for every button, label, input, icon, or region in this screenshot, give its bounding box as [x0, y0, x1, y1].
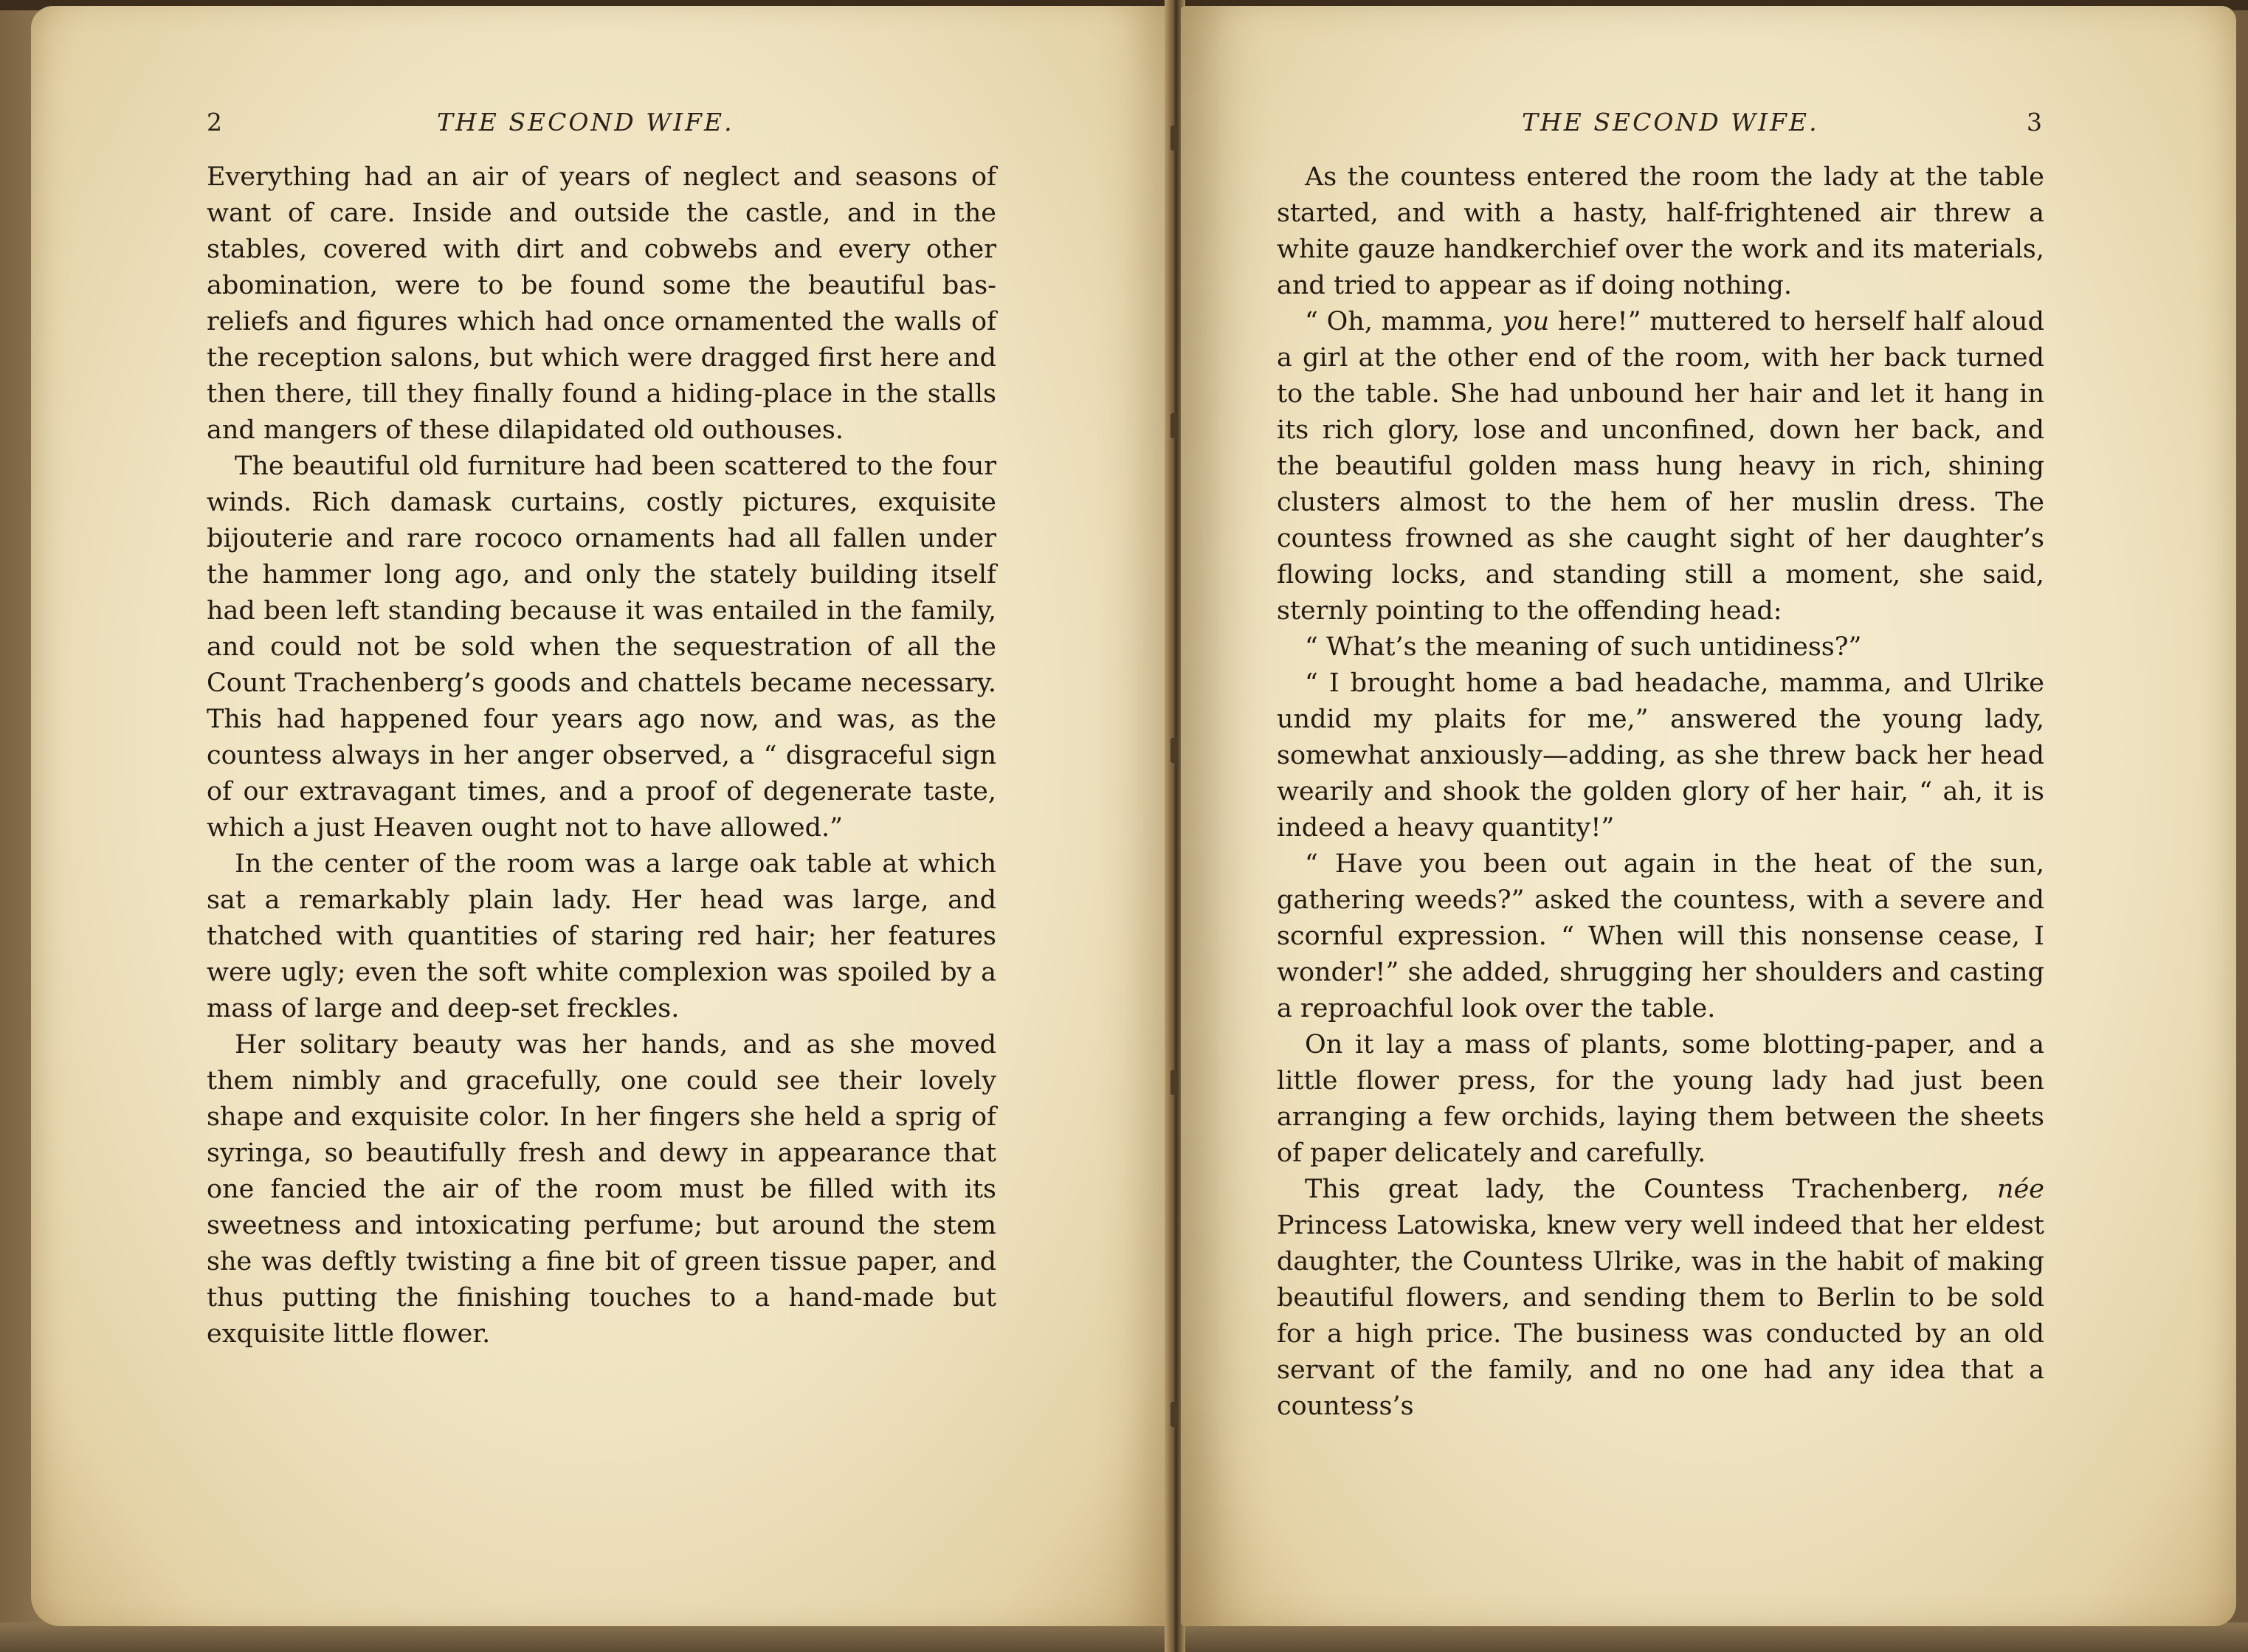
- left-page-text: [207, 159, 996, 1352]
- right-running-title: THE SECOND WIFE.: [1522, 108, 1819, 136]
- right-paragraph-7-rest: Princess Latowiska, knew very well indeed that her eldest daughter, the Countess Ulrike, was in the habit of making beautiful flowers, and sending them to Berlin to be sold for a high price. The business was conducted by an old servant of the family, and no one had any idea that a countess’s: [1277, 1211, 2044, 1421]
- right-paragraph-2-emphasis: you: [1502, 307, 1550, 336]
- left-paragraph-4: Her solitary beauty was her hands, and as she moved them nimbly and gracefully, one could see their lovely shape and exquisite color. In her fingers she held a sprig of syringa, so beautifully fresh and dewy in appearance that one fancied the air of the room must be filled with its sweetness and intoxicating perfume; but around the stem she was deftly twisting a fine bit of green tissue paper, and thus putting the finishing touches to a hand-made but exquisite little flower.: [207, 1030, 996, 1349]
- left-running-title: THE SECOND WIFE.: [437, 108, 734, 136]
- right-page-number: 3: [2027, 108, 2043, 136]
- left-page-number: 2: [207, 108, 223, 136]
- right-paragraph-7-start: This great lady, the Countess Trachenberg,: [1305, 1175, 1998, 1204]
- right-paragraph-7-emphasis: née: [1997, 1175, 2044, 1204]
- right-paragraph-6: On it lay a mass of plants, some blotting-paper, and a little flower press, for the young lady had just been arranging a few orchids, laying them between the sheets of paper delicately and carefully.: [1277, 1030, 2044, 1168]
- right-paragraph-7: [1277, 1172, 2044, 1425]
- left-paragraph-1: Everything had an air of years of neglect and seasons of want of care. Inside and outside the castle, and in the stables, covered with dirt and cobwebs and every other abomination, were to be found some the beautiful bas-reliefs and figures which had once ornamented the walls of the reception salons, but which were dragged first here and then there, till they finally found a hiding-place in the stalls and mangers of these dilapidated old outhouses.: [207, 162, 996, 445]
- right-paragraph-4: “ I brought home a bad headache, mamma, and Ulrike undid my plaits for me,” answered the young lady, somewhat anxiously—adding, as she threw back her head wearily and shook the golden glory of her hair, “ ah, it is indeed a heavy quantity!”: [1277, 668, 2044, 843]
- right-page: [1181, 6, 2236, 1626]
- binding-stitch: [1170, 413, 1178, 438]
- binding-stitch: [1170, 125, 1178, 151]
- right-paragraph-3: “ What’s the meaning of such untidiness?”: [1305, 632, 1862, 662]
- right-page-text: [1277, 159, 2044, 1425]
- right-paragraph-2-start: “ Oh, mamma,: [1305, 307, 1503, 336]
- binding-stitch: [1170, 738, 1178, 763]
- right-paragraph-2-rest: here!” muttered to herself half aloud a girl at the other end of the room, with her back turned to the table. She had unbound her hair and let it hang in its rich glory, lose and unconfined, down her back, and the beautiful golden mass hung heavy in rich, shining clusters almost to the hem of her muslin dress. The countess frowned as she caught sight of her daughter’s flowing locks, and standing still a moment, she said, sternly pointing to the offending head:: [1277, 307, 2044, 626]
- left-page: [31, 6, 1168, 1626]
- left-paragraph-2: The beautiful old furniture had been scattered to the four winds. Rich damask curtains, costly pictures, exquisite bijouterie and rare rococo ornaments had all fallen under the hammer long ago, and only the stately building itself had been left standing because it was entailed in the family, and could not be sold when the sequestration of all the Count Trachenberg’s goods and chattels became necessary. This had happened four years ago now, and was, as the countess always in her anger observed, a “ disgraceful sign of our extravagant times, and a proof of degenerate taste, which a just Heaven ought not to have allowed.”: [207, 452, 996, 843]
- binding-stitch: [1170, 1402, 1178, 1427]
- binding-stitch: [1170, 1070, 1178, 1095]
- left-paragraph-3: In the center of the room was a large oak table at which sat a remarkably plain lady. Her head was large, and thatched with quantities of staring red hair; her features were ugly; even the soft white complexion was spoiled by a mass of large and deep-set freckles.: [207, 849, 996, 1023]
- cover-edge-bottom: [0, 1622, 2248, 1652]
- right-paragraph-5: “ Have you been out again in the heat of the sun, gathering weeds?” asked the countess, with a severe and scornful expression. “ When will this nonsense cease, I wonder!” she added, shrugging her shoulders and casting a reproachful look over the table.: [1277, 849, 2044, 1023]
- right-paragraph-1: As the countess entered the room the lady at the table started, and with a hasty, half-frightened air threw a white gauze handkerchief over the work and its materials, and tried to appear as if doing nothing.: [1277, 162, 2044, 300]
- right-paragraph-2: [1277, 304, 2044, 629]
